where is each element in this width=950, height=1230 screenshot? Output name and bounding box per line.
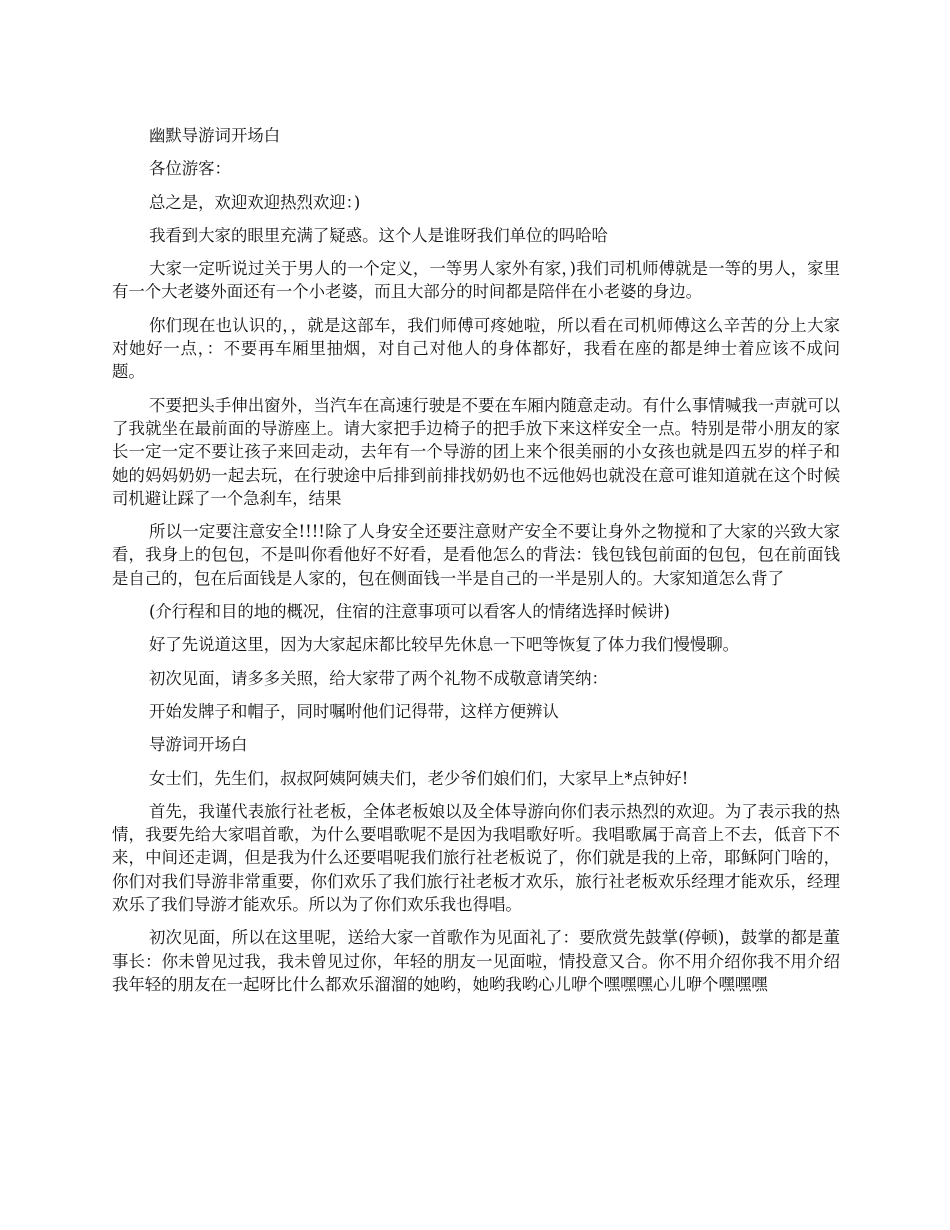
paragraph: 不要把头手伸出窗外，当汽车在高速行驶是不要在车厢内随意走动。有什么事情喊我一声就可以了我就坐在最前面的导游座上。请大家把手边椅子的把手放下来这样安全一点。特别是带小朋友的家长一定一定不要让孩子来回走动，去年有一个导游的团上来个很美丽的小女孩也就是四五岁的样子和她的妈妈奶奶一起去玩，在行驶途中后排到前排找奶奶也不远他妈也就没在意可谁知道就在这个时候司机避让踩了一个急刹车，结果 (112, 395, 840, 508)
paragraph: 我看到大家的眼里充满了疑惑。这个人是谁呀我们单位的吗哈哈 (149, 225, 608, 245)
paragraph: 总之是，欢迎欢迎热烈欢迎：) (149, 192, 361, 212)
paragraph: 初次见面，请多多关照，给大家带了两个礼物不成敬意请笑纳： (149, 668, 608, 688)
paragraph: 开始发牌子和帽子，同时嘱咐他们记得带，这样方便辨认 (149, 701, 559, 721)
greeting: 各位游客： (149, 159, 231, 179)
paragraph: 首先，我谨代表旅行社老板，全体老板娘以及全体导游向你们表示热烈的欢迎。为了表示我的热情，我要先给大家唱首歌，为什么要唱歌呢不是因为我唱歌好听。我唱歌属于高音上不去，低音下不来，中间还走调，但是我为什么还要唱呢我们旅行社老板说了，你们就是我的上帝，耶稣阿门啥的，你们对我们导游非常重要，你们欢乐了我们旅行社老板才欢乐，旅行社老板欢乐经理才能欢乐，经理欢乐了我们导游才能欢乐。所以为了你们欢乐我也得唱。 (112, 801, 840, 915)
paragraph: 女士们，先生们，叔叔阿姨阿姨夫们，老少爷们娘们们，大家早上*点钟好! (149, 768, 689, 788)
paragraph: 所以一定要注意安全!!!!除了人身安全还要注意财产安全不要让身外之物搅和了大家的兴致大家看，我身上的包包，不是叫你看他好不好看，是看他怎么的背法：钱包钱包前面的包包，包在前面钱是自己的，包在后面钱是人家的，包在侧面钱一半是自己的一半是别人的。大家知道怎么背了 (112, 522, 840, 588)
paragraph: 大家一定听说过关于男人的一个定义，一等男人家外有家，)我们司机师傅就是一等的男人，家里有一个大老婆外面还有一个小老婆，而且大部分的时间都是陪伴在小老婆的身边。 (112, 259, 840, 302)
document-title: 幽默导游词开场白 (149, 126, 281, 145)
paragraph: 好了先说道这里，因为大家起床都比较早先休息一下吧等恢复了体力我们慢慢聊。 (149, 635, 740, 655)
paragraph: 初次见面，所以在这里呢，送给大家一首歌作为见面礼了：要欣赏先鼓掌(停顿)，鼓掌的都是董事长：你未曾见过我，我未曾见过你，年轻的朋友一见面啦，情投意又合。你不用介绍你我不用介绍我年轻的朋友在一起呀比什么都欢乐溜溜的她哟，她哟我哟心儿咿个嘿嘿嘿心儿咿个嘿嘿嘿 (112, 928, 840, 994)
paragraph: 你们现在也认识的，，就是这部车，我们师傅可疼她啦，所以看在司机师傅这么辛苦的分上大家对她好一点，：不要再车厢里抽烟，对自己对他人的身体都好，我看在座的都是绅士着应该不成问题。 (112, 315, 840, 382)
section-heading: 导游词开场白 (149, 735, 248, 755)
paragraph: (介行程和目的地的概况，住宿的注意事项可以看客人的情绪选择时候讲) (149, 602, 670, 622)
